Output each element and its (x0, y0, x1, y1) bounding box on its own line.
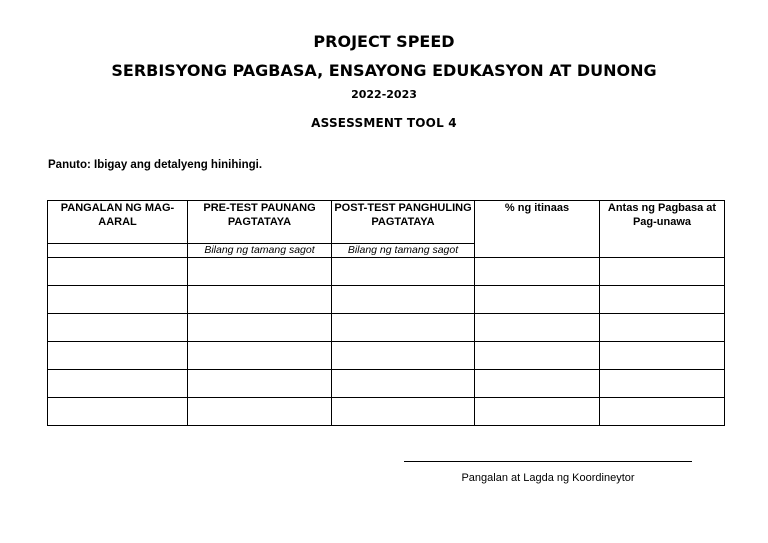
subheader-pretest: Bilang ng tamang sagot (188, 244, 332, 258)
table-cell[interactable] (188, 398, 332, 426)
table-cell[interactable] (48, 398, 188, 426)
signature-label: Pangalan at Lagda ng Koordineytor (461, 472, 635, 484)
table-cell[interactable] (48, 258, 188, 286)
table-row (48, 370, 725, 398)
table-cell[interactable] (188, 314, 332, 342)
table-cell[interactable] (332, 370, 475, 398)
table-cell[interactable] (600, 314, 725, 342)
table-row (48, 314, 725, 342)
column-header-posttest: POST-TEST PANGHULING PAGTATAYA (332, 201, 475, 244)
table-cell[interactable] (475, 258, 600, 286)
column-header-reading-level: Antas ng Pagbasa at Pag-unawa (600, 201, 725, 258)
table-cell[interactable] (600, 286, 725, 314)
table-row (48, 398, 725, 426)
column-header-name: PANGALAN NG MAG-AARAL (48, 201, 188, 244)
assessment-table (47, 200, 725, 426)
document-subtitle: SERBISYONG PAGBASA, ENSAYONG EDUKASYON AT DUNONG (111, 61, 657, 80)
table-cell[interactable] (600, 258, 725, 286)
table-cell[interactable] (188, 342, 332, 370)
table-cell[interactable] (475, 370, 600, 398)
table-cell[interactable] (332, 314, 475, 342)
column-header-pretest: PRE-TEST PAUNANG PAGTATAYA (188, 201, 332, 244)
table-cell[interactable] (188, 370, 332, 398)
table-cell[interactable] (600, 342, 725, 370)
subheader-posttest: Bilang ng tamang sagot (332, 244, 475, 258)
table-row (48, 342, 725, 370)
document-title: PROJECT SPEED (313, 32, 455, 51)
table-row (48, 286, 725, 314)
table-cell[interactable] (188, 258, 332, 286)
subheader-empty (48, 244, 188, 258)
table-cell[interactable] (48, 286, 188, 314)
column-header-increase: % ng itinaas (475, 201, 600, 258)
table-cell[interactable] (48, 370, 188, 398)
assessment-tool-label: ASSESSMENT TOOL 4 (311, 116, 457, 130)
table-cell[interactable] (475, 342, 600, 370)
table-cell[interactable] (188, 286, 332, 314)
table-row (48, 258, 725, 286)
instruction-text: Panuto: Ibigay ang detalyeng hinihingi. (48, 159, 263, 171)
table-cell[interactable] (600, 398, 725, 426)
table-cell[interactable] (475, 398, 600, 426)
table-header-row (48, 201, 725, 244)
table-cell[interactable] (332, 258, 475, 286)
table-cell[interactable] (475, 314, 600, 342)
table-cell[interactable] (600, 370, 725, 398)
school-year: 2022-2023 (351, 88, 417, 101)
table-cell[interactable] (475, 286, 600, 314)
table-cell[interactable] (332, 286, 475, 314)
table-cell[interactable] (332, 398, 475, 426)
table-cell[interactable] (48, 314, 188, 342)
table-cell[interactable] (48, 342, 188, 370)
signature-line[interactable] (404, 451, 692, 462)
table-cell[interactable] (332, 342, 475, 370)
